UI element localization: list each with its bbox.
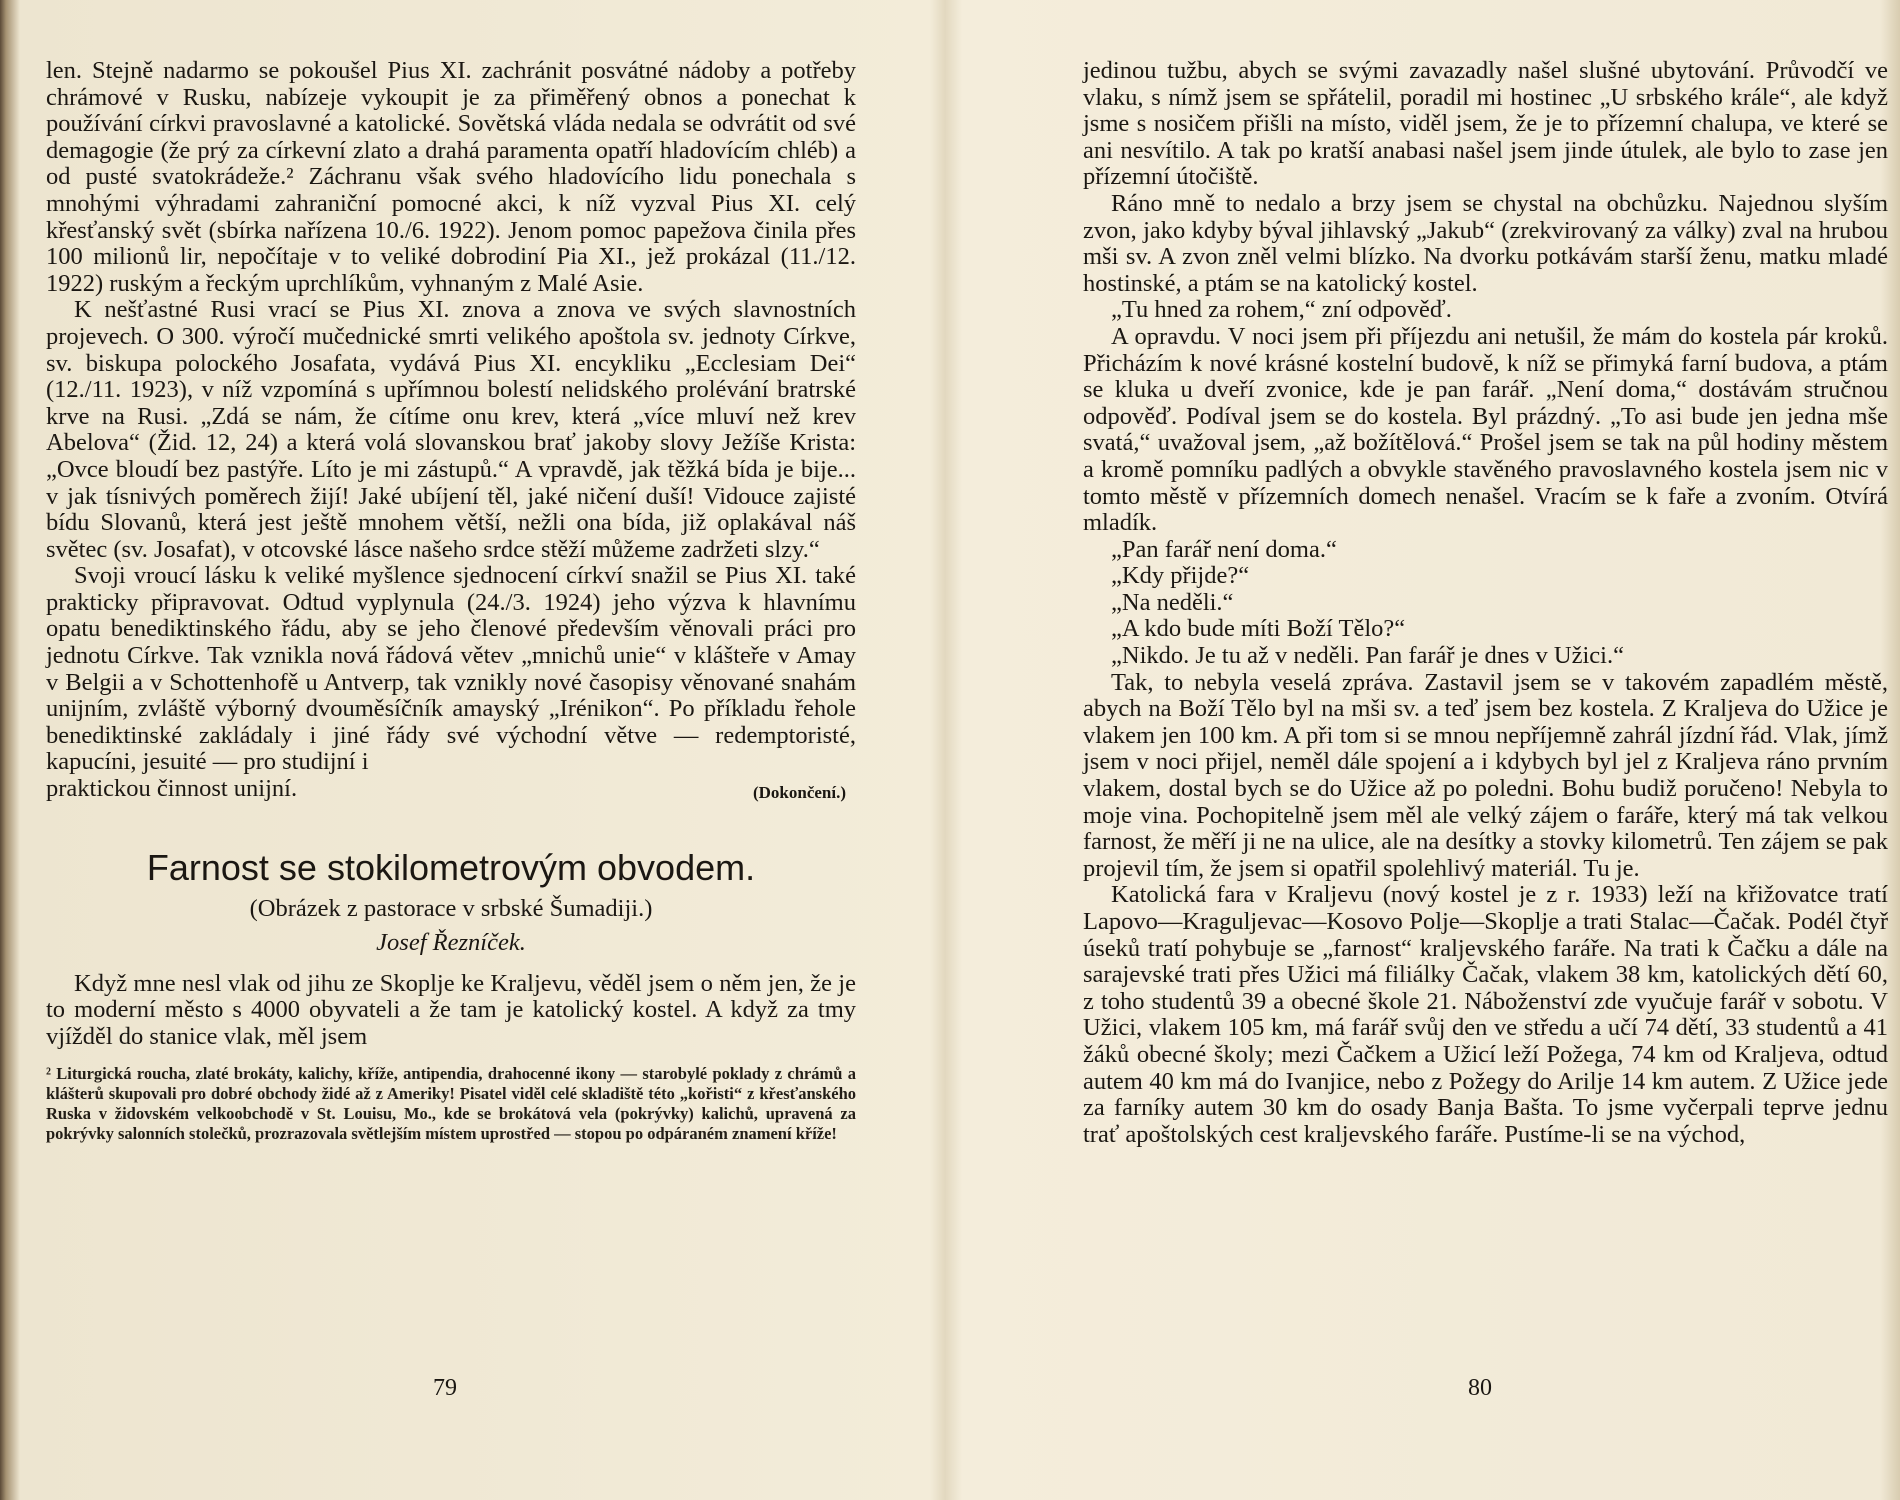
- paragraph: Svoji vroucí lásku k veliké myšlence sjednocení církví snažil se Pius XI. také prakticky připravovat. Odtud vyplynula (24./3. 1924) jeho výzva k hlavnímu opatu benediktinského řádu, aby se jeho členové především věnovali práci pro jednotu Církve. Tak vznikla nová řádová větev „mnichů unie“ v klášteře v Amay v Belgii a v Schottenhofě u Antverp, tak vznikly nové časopisy věnované snahám unijním, zvláště výborný dvouměsíčník amayský „Irénikon“. Po příkladu řehole benediktinské zakládaly i jiné řády své východní větve — redemptoristé, kapucíni, jesuité — pro studijní i: [46, 562, 856, 776]
- paragraph: jedinou tužbu, abych se svými zavazadly našel slušné ubytování. Průvodčí ve vlaku, s nímž jsem se spřátelil, poradil mi hostinec „U srbského krále“, ale když jsme s nosičem přišli na místo, viděl jsem, že je to přízemní chalupa, ve které se ani nesvítilo. A tak po kratší anabasi našel jsem jinde útulek, ale bylo to zase jen přízemní útočiště.: [1083, 57, 1888, 191]
- article-title: Farnost se stokilometrovým obvodem.: [146, 846, 756, 888]
- left-page: [46, 58, 856, 1144]
- right-page: [1083, 58, 1888, 1148]
- dialogue-line: „Pan farář není doma.“: [1111, 535, 1337, 563]
- article-author: Josef Řezníček.: [376, 928, 526, 956]
- paragraph: A opravdu. V noci jsem při příjezdu ani netušil, že mám do kostela pár kroků. Přicházím k nové krásné kostelní budově, k níž se přimyká farní budova, a ptám se kluka u dveří zvonice, kde je pan farář. „Není doma,“ dostávám stručnou odpověď. Podíval jsem se do kostela. Byl prázdný. „To asi bude jen jedna mše svatá,“ uvažoval jsem, „až božítělová.“ Prošel jsem se tak na půl hodiny městem a kromě pomníku padlých a obvykle stavěného pravoslavného kostela jsem nic v tomto městě v přízemních domech nenašel. Vracím se k faře a zvoním. Otvírá mladík.: [1083, 322, 1888, 537]
- last-line-text: praktickou činnost unijní.: [46, 775, 298, 803]
- paragraph: len. Stejně nadarmo se pokoušel Pius XI. zachránit posvátné nádoby a potřeby chrámové v Rusku, nabízeje vykoupit je za přiměřený obnos a ponechat k používání církvi pravoslavné a katolické. Sovětská vláda nedala se odvrátit od své demagogie (že prý za církevní zlato a drahá paramenta opatří hladovícím chléb) a od pusté svatokrádeže.² Záchranu však svého hladovícího lidu ponechala s mnohými výhradami zahraniční pomocné akci, k níž vyzval Pius XI. celý křesťanský svět (sbírka nařízena 10./6. 1922). Jenom pomoc papežova činila přes 100 milionů lir, nepočítaje v to veliké dobrodiní Pia XI., jež prokázal (11./12. 1922) ruským a řeckým uprchlíkům, vyhnaným z Malé Asie.: [46, 57, 856, 297]
- paragraph: K nešťastné Rusi vrací se Pius XI. znova a znova ve svých slavnostních projevech. O 300. výročí mučednické smrti velikého apoštola sv. jednoty Církve, sv. biskupa polockého Josafata, vydává Pius XI. encykliku „Ecclesiam Dei“ (12./11. 1923), v níž vzpomíná s upřímnou bolestí nelidského prolévání bratrské krve na Rusi. „Zdá se nám, že cítíme onu krev, která „více mluví než krev Abelova“ (Žid. 12, 24) a která volá slovanskou brať jakoby slovy Ježíše Krista: „Ovce bloudí bez pastýře. Líto je mi zástupů.“ A vpravdě, jak těžká bída je bije... v jak tísnivých poměrech žijí! Jaké ubíjení těl, jaké ničení duší! Vidouce zajisté bídu Slovanů, která jest ještě mnohem větší, nežli ona bída, již oplakával náš světec (sv. Josafat), v otcovské lásce našeho srdce stěží můžeme zadržeti slzy.“: [46, 296, 856, 563]
- dialogue-line: „Kdy přijde?“: [1111, 562, 1250, 590]
- page-number-left: 79: [433, 1375, 457, 1401]
- paragraph: Tak, to nebyla veselá zpráva. Zastavil jsem se v takovém zapadlém městě, abych na Boží Tělo byl na mši sv. a teď jsem bez kostela. Z Kraljeva do Užice je vlakem jen 100 km. A při tom si se mnou nepříjemně zahrál jízdní řád. Vlak, jímž jsem v noci přijel, neměl dále spojení a i kdybych byl jel z Kraljeva ráno prvním vlakem, dostal bych se do Užice až po poledni. Bohu budiž poručeno! Nebyla to moje vina. Pochopitelně jsem měl ale velký zájem o faráře, který má tak velkou farnost, že měří ji ne na ulice, ale na desítky a stovky kilometrů. Ten zájem se pak projevil tím, že jsem si opatřil spolehlivý materiál. Tu je.: [1083, 668, 1888, 882]
- dialogue-line: „Tu hned za rohem,“ zní odpověď.: [1111, 296, 1452, 324]
- paragraph-end-line: [46, 776, 856, 803]
- paragraph: Katolická fara v Kraljevu (nový kostel je z r. 1933) leží na křižovatce tratí Lapovo—Kraguljevac—Kosovo Polje—Skoplje a trati Stalac—Čačak. Podél čtyř úseků tratí pohybuje se „farnost“ kraljevského faráře. Na trati k Čačku a dále na sarajevské trati přes Užici má filiálky Čačak, vlakem 38 km, katolických dětí 60, z toho studentů 39 a obecné škole 21. Náboženství zde vyučuje farář v sobotu. V Užici, vlakem 105 km, má farář svůj den ve středu a učí 74 dětí, 33 studentů a 41 žáků obecné školy; mezi Čačkem a Užicí leží Požega, 74 km od Kraljeva, odtud autem 40 km má do Ivanjice, nebo z Požegy do Arilje 14 km autem. Z Užice jede za farníky autem 30 km do osady Banja Bašta. To jsme vyčerpali teprve jednu trať apoštolských cest kraljevského faráře. Pustíme-li se na východ,: [1083, 881, 1888, 1148]
- dialogue-line: „Nikdo. Je tu až v neděli. Pan farář je dnes v Užici.“: [1111, 642, 1624, 670]
- page-number-right: 80: [1468, 1375, 1492, 1401]
- continued-note: (Dokončení.): [752, 783, 846, 803]
- article-intro: Když mne nesl vlak od jihu ze Skoplje ke Kraljevu, věděl jsem o něm jen, že je to moderní město s 4000 obyvateli a že tam je katolický kostel. A když za tmy vjížděl do stanice vlak, měl jsem: [46, 969, 856, 1050]
- article-subtitle: (Obrázek z pastorace v srbské Šumadiji.): [249, 894, 653, 922]
- dialogue-line: „Na neděli.“: [1111, 588, 1234, 616]
- footnote: ² Liturgická roucha, zlaté brokáty, kalichy, kříže, antipendia, drahocenné ikony — starobylé poklady z chrámů a klášterů skupovali pro dobré obchody židé až z Ameriky! Pisatel viděl celé skladiště této „kořisti“ z křesťanského Ruska v židovském velkoobchodě v St. Louisu, Mo., kde se brokátová vela (pokrývky) kalichů, upravená za pokrývky salonních stolečků, prozrazovala světlejším místem uprostřed — stopou po odpáraném znamení kříže!: [46, 1064, 856, 1144]
- paragraph: Ráno mně to nedalo a brzy jsem se chystal na obchůzku. Najednou slyším zvon, jako kdyby býval jihlavský „Jakub“ (zrekvirovaný za války) zval na hrubou mši sv. A zvon zněl velmi blízko. Na dvorku potkávám starší ženu, matku mladé hostinské, a ptám se na katolický kostel.: [1083, 189, 1888, 297]
- dialogue-line: „A kdo bude míti Boží Tělo?“: [1111, 615, 1406, 643]
